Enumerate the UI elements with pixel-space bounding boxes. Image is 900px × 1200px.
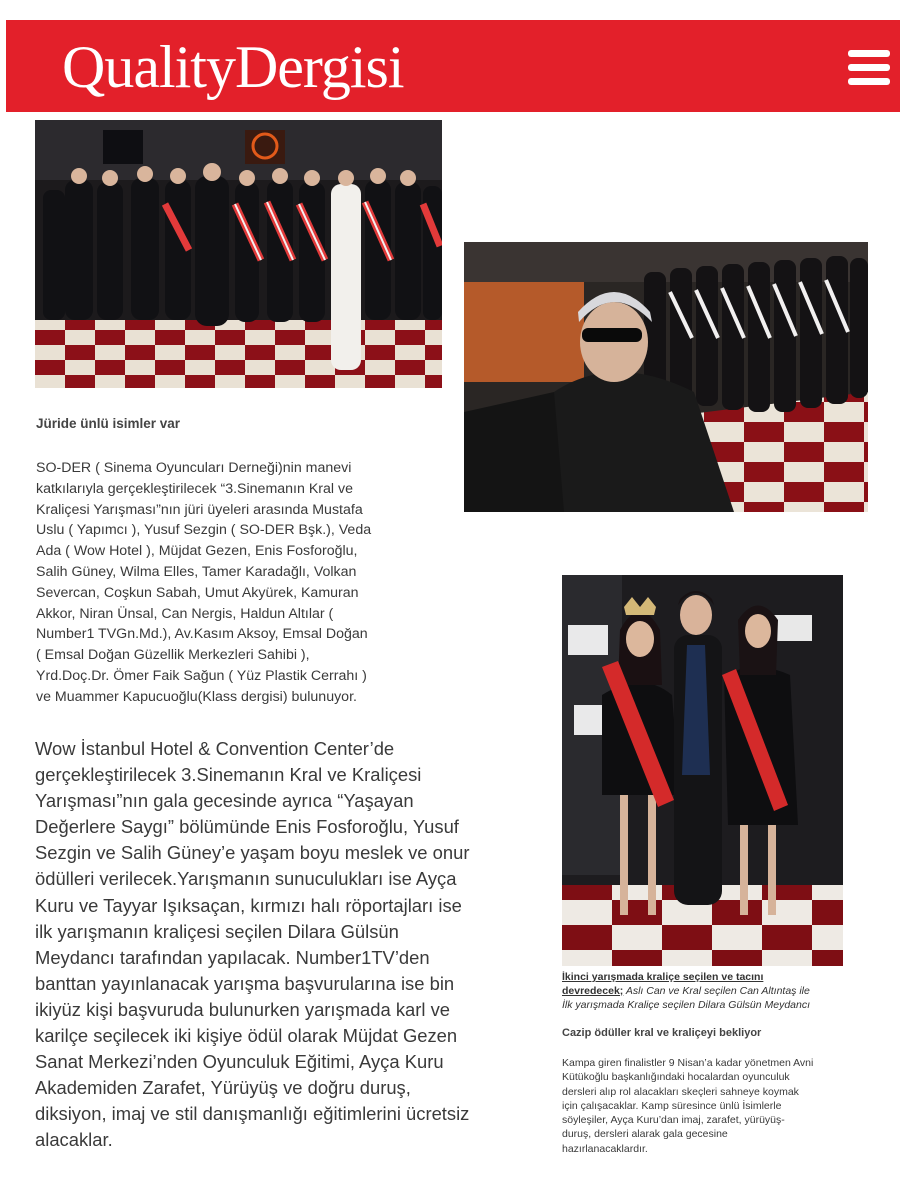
gala-line: Sezgin ve Salih Güney’e yaşam boyu meslek ve onur — [35, 842, 470, 864]
gala-paragraph — [35, 736, 550, 1154]
gala-line: banttan yayınlanacak yarışma başvurularına ise bin — [35, 972, 455, 994]
gala-line: gerçekleştirilecek 3.Sinemanın Kral ve Kraliçesi — [35, 764, 422, 786]
prizes-line: söyleşiler, Ayça Kuru’dan imaj, zarafet, yürüyüş- — [562, 1114, 785, 1127]
gala-line: Akademiden Zarafet, Yürüyüş ve doğru duruş, — [35, 1077, 411, 1099]
jury-heading: Jüride ünlü isimler var — [36, 416, 181, 431]
caption-names: İlk yarışmada Kraliçe seçilen Dilara Gülsün Meydancı — [562, 999, 811, 1011]
gala-line: ikiyüz kişi başvuruda bulunurken yarışmada karl ve — [35, 998, 451, 1020]
prizes-paragraph — [562, 1056, 862, 1156]
gala-line: diksiyon, imaj ve stil danışmanlığı eğitimlerini ücretsiz — [35, 1103, 470, 1125]
jury-line: Uslu ( Yapımcı ), Yusuf Sezgin ( SO-DER Bşk.), Veda — [36, 522, 372, 539]
menu-bar — [848, 50, 890, 57]
gala-line: karilçe seçilecek iki kişiye ödül olarak Müjdat Gezen — [35, 1025, 458, 1047]
prizes-line: için çalışacaklar. Kamp süresince ünlü İsimlerle — [562, 1099, 782, 1112]
jury-line: SO-DER ( Sinema Oyuncuları Derneği)nin manevi — [36, 460, 352, 476]
winners-photo — [562, 575, 843, 966]
gala-line: Wow İstanbul Hotel & Convention Center’de — [35, 738, 395, 759]
caption-lead: İkinci yarışmada kraliçe seçilen ve tacını — [562, 971, 764, 983]
group-photo — [35, 120, 442, 388]
prizes-line: duruş, dersleri alarak gala gecesine — [562, 1128, 728, 1141]
prizes-line: Kütükoğlu başkanlığındaki hocalardan oyunculuk — [562, 1071, 790, 1084]
menu-bar — [848, 64, 890, 71]
jury-line: ve Muammer Kapucuoğlu(Klass dergisi) bulunuyor. — [36, 688, 357, 705]
site-logo[interactable]: QualityDergisi — [62, 34, 404, 100]
jury-line: Kraliçesi Yarışması”nın jüri üyeleri arasında Mustafa — [36, 501, 363, 518]
gala-line: Kuru ve Tayyar Işıksaçan, kırmızı halı röportajları ise — [35, 894, 462, 916]
gala-line: Değerlere Saygı” bölümünde Enis Fosforoğlu, Yusuf — [35, 816, 459, 838]
jury-line: ( Emsal Doğan Güzellik Merkezleri Sahibi ), — [36, 647, 310, 664]
jury-line: Yrd.Doç.Dr. Ömer Faik Sağun ( Yüz Plastik Cerrahı ) — [36, 667, 367, 684]
site-header — [6, 20, 900, 112]
jury-line: Ada ( Wow Hotel ), Müjdat Gezen, Enis Fosforoğlu, — [36, 543, 358, 560]
gala-line: Yarışması”nın gala gecesinde ayrıca “Yaşayan — [35, 790, 414, 812]
gala-line: ilk yarışmanın kraliçesi seçilen Dilara Gülsün — [35, 920, 399, 942]
caption-names: Aslı Can ve Kral seçilen Can Altıntaş ile — [623, 985, 810, 997]
selfie-photo — [464, 242, 868, 512]
gala-line: Sanat Merkezi’nden Oyunculuk Eğitimi, Ayça Kuru — [35, 1051, 444, 1073]
menu-bar — [848, 78, 890, 85]
jury-line: katkılarıyla gerçekleştirilecek “3.Sinemanın Kral ve — [36, 480, 353, 497]
gala-line: alacaklar. — [35, 1129, 113, 1151]
prizes-heading: Cazip ödüller kral ve kraliçeyi bekliyor — [562, 1027, 762, 1039]
jury-line: Akkor, Niran Ünsal, Can Nergis, Haldun Altılar ( — [36, 605, 334, 622]
gala-line: Meydancı tarafından yapılacak. Number1TV’den — [35, 946, 430, 968]
jury-line: Severcan, Coşkun Sabah, Umut Akyürek, Kamuran — [36, 584, 359, 601]
caption-lead: devredecek; — [562, 985, 624, 997]
gala-line: ödülleri verilecek.Yarışmanın sunuculukları ise Ayça — [35, 868, 457, 890]
prizes-line: Kampa giren finalistler 9 Nisan’a kadar yönetmen Avni — [562, 1057, 814, 1069]
jury-paragraph — [36, 458, 456, 708]
jury-line: Salih Güney, Wilma Elles, Tamer Karadağlı, Volkan — [36, 563, 357, 580]
hamburger-menu-icon[interactable] — [848, 50, 890, 86]
photo-caption — [562, 970, 852, 1012]
jury-line: Number1 TVGn.Md.), Av.Kasım Aksoy, Emsal Doğan — [36, 626, 368, 643]
prizes-line: dersleri alıp rol alacakları skeçleri sahneye koymak — [562, 1085, 799, 1098]
prizes-line: hazırlanacaklardır. — [562, 1142, 648, 1155]
